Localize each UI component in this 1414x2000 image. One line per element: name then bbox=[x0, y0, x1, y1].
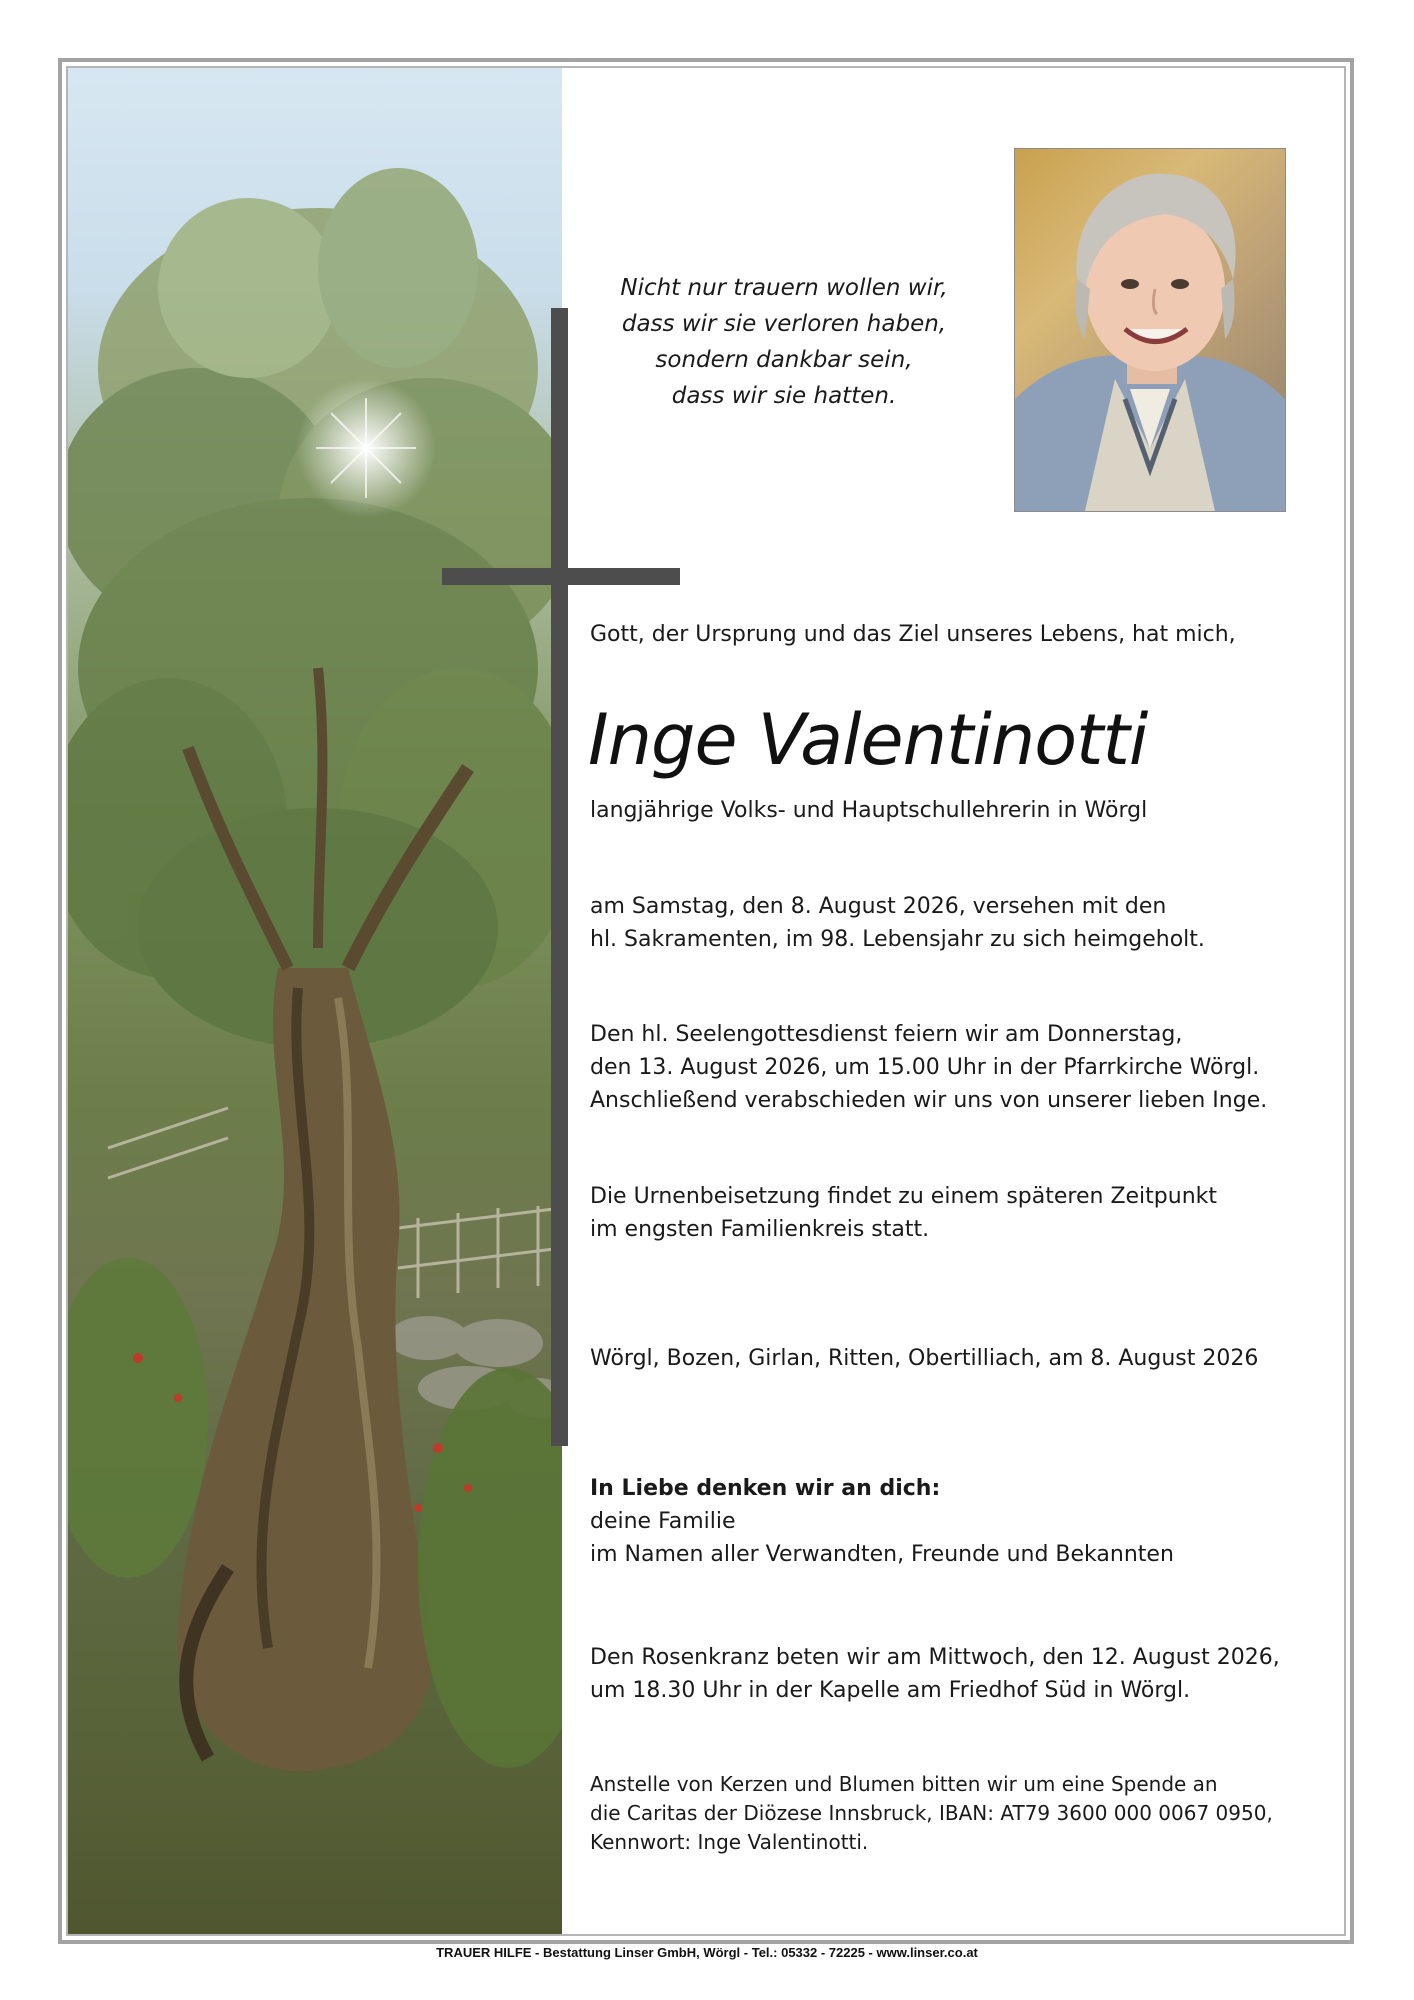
mourners-heading: In Liebe denken wir an dich: bbox=[590, 1476, 941, 1501]
text-line: deine Familie bbox=[590, 1509, 736, 1534]
text-line: Anschließend verabschieden wir uns von unserer lieben Inge. bbox=[590, 1088, 1268, 1113]
text-line: um 18.30 Uhr in der Kapelle am Friedhof Süd in Wörgl. bbox=[590, 1678, 1191, 1703]
burial-notice bbox=[590, 1180, 1217, 1246]
text-line: Kennwort: Inge Valentinotti. bbox=[590, 1830, 869, 1854]
profession-text: langjährige Volks- und Hauptschullehrerin in Wörgl bbox=[590, 798, 1148, 823]
olive-tree-illustration bbox=[68, 68, 562, 1934]
cross-vertical-bar bbox=[551, 308, 568, 1446]
text-line: die Caritas der Diözese Innsbruck, IBAN: AT79 3600 000 0067 0950, bbox=[590, 1801, 1273, 1825]
cross-horizontal-bar bbox=[442, 568, 680, 585]
verse-line: sondern dankbar sein, bbox=[655, 347, 913, 373]
donation-notice bbox=[590, 1770, 1273, 1857]
text-line: hl. Sakramenten, im 98. Lebensjahr zu sich heimgeholt. bbox=[590, 927, 1205, 952]
text-line: Anstelle von Kerzen und Blumen bitten wir um eine Spende an bbox=[590, 1772, 1218, 1796]
text-line: Den Rosenkranz beten wir am Mittwoch, den 12. August 2026, bbox=[590, 1645, 1280, 1670]
deceased-name: Inge Valentinotti bbox=[588, 699, 1148, 781]
text-line: Den hl. Seelengottesdienst feiern wir am Donnerstag, bbox=[590, 1022, 1183, 1047]
portrait-illustration bbox=[1015, 149, 1285, 511]
text-line: im Namen aller Verwandten, Freunde und Bekannten bbox=[590, 1542, 1174, 1567]
olive-tree-photo bbox=[68, 68, 562, 1934]
places-and-date: Wörgl, Bozen, Girlan, Ritten, Obertilliach, am 8. August 2026 bbox=[590, 1346, 1259, 1371]
death-notice bbox=[590, 890, 1205, 956]
funeral-home-footer: TRAUER HILFE - Bestattung Linser GmbH, Wörgl - Tel.: 05332 - 72225 - www.linser.co.at bbox=[436, 1945, 978, 1960]
verse-line: dass wir sie hatten. bbox=[671, 383, 897, 409]
intro-text: Gott, der Ursprung und das Ziel unseres Lebens, hat mich, bbox=[590, 622, 1236, 647]
text-line: Die Urnenbeisetzung findet zu einem späteren Zeitpunkt bbox=[590, 1184, 1218, 1209]
verse-line: Nicht nur trauern wollen wir, bbox=[620, 275, 948, 301]
verse-line: dass wir sie verloren haben, bbox=[621, 311, 947, 337]
service-notice bbox=[590, 1018, 1267, 1117]
memorial-verse bbox=[586, 270, 982, 414]
text-line: im engsten Familienkreis statt. bbox=[590, 1217, 930, 1242]
rosary-notice bbox=[590, 1641, 1280, 1707]
mourners-block bbox=[590, 1472, 1174, 1571]
text-line: am Samstag, den 8. August 2026, versehen mit den bbox=[590, 894, 1167, 919]
text-line: den 13. August 2026, um 15.00 Uhr in der Pfarrkirche Wörgl. bbox=[590, 1055, 1260, 1080]
sun-rays bbox=[316, 398, 416, 498]
portrait-photo bbox=[1014, 148, 1286, 512]
